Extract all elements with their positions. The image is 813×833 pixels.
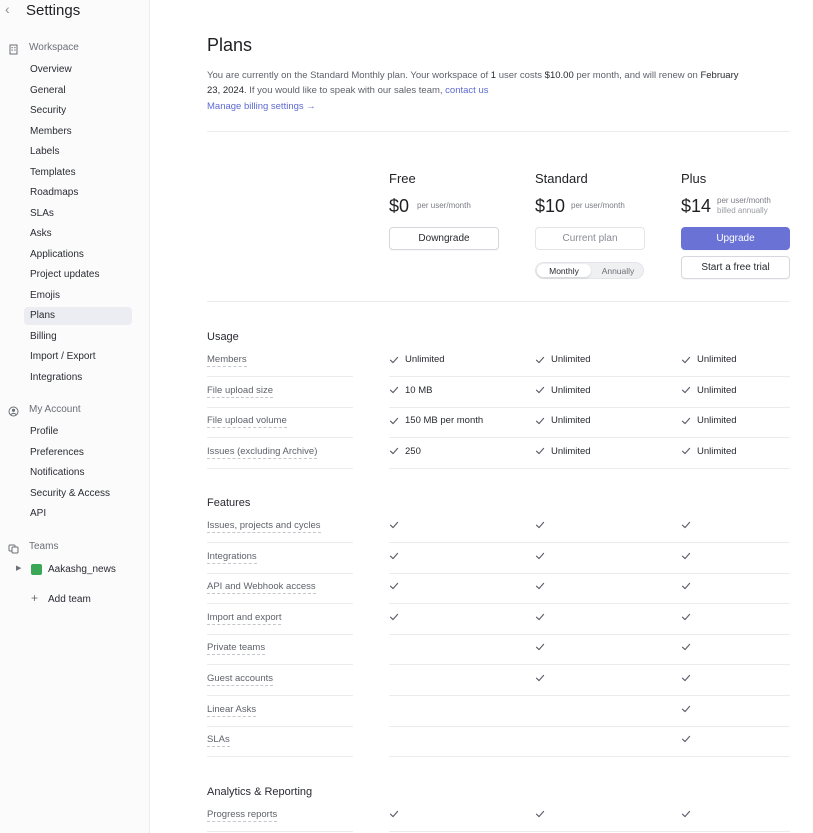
sidebar-item-roadmaps[interactable] [24, 184, 132, 202]
cell-plus [681, 809, 697, 819]
cell-plus [681, 673, 697, 683]
toggle-monthly[interactable]: Monthly [537, 264, 591, 277]
sidebar-item-label: Project updates [30, 269, 100, 280]
feature-label: File upload size [207, 384, 274, 396]
cell-value: Unlimited [551, 384, 591, 396]
sidebar-section-label: Workspace [29, 42, 79, 53]
cell-free [389, 581, 405, 591]
sidebar-item-notifications[interactable] [24, 464, 132, 482]
plan-free-unit: per user/month [417, 201, 471, 210]
checkmark-icon [535, 581, 545, 591]
cell-free [389, 520, 405, 530]
sidebar-item-label: Overview [30, 64, 72, 75]
plan-plus-unit [717, 196, 771, 216]
sidebar-item-security[interactable] [24, 102, 132, 120]
sidebar-section-teams [0, 539, 150, 557]
checkmark-icon [535, 446, 545, 456]
sidebar-item-label: API [30, 508, 47, 519]
add-team-button[interactable] [0, 591, 150, 609]
checkmark-icon [389, 520, 399, 530]
feature-label: Guest accounts [207, 673, 274, 684]
sidebar-item-labels[interactable] [24, 143, 132, 161]
feature-label: Linear Asks [207, 703, 257, 715]
sidebar-item-profile[interactable] [24, 423, 132, 441]
feature-label: Integrations [207, 550, 257, 562]
sidebar-item-label: Profile [30, 426, 59, 437]
table-row [207, 697, 790, 727]
checkmark-icon [681, 446, 691, 456]
sidebar-item-applications[interactable] [24, 246, 132, 264]
checkmark-icon [535, 551, 545, 561]
table-row [207, 544, 790, 574]
checkmark-icon [681, 642, 691, 652]
sidebar-item-label: General [30, 84, 66, 96]
checkmark-icon [681, 416, 691, 426]
sidebar-item-asks[interactable] [24, 225, 132, 243]
billing-period-toggle[interactable] [535, 262, 644, 279]
desc-text: You are currently on the [207, 70, 311, 81]
team-logo-icon [31, 564, 42, 575]
cell-value: 10 MB [405, 384, 433, 396]
divider [207, 301, 790, 302]
desc-text: plan. Your workspace of [384, 70, 491, 81]
table-row [207, 802, 790, 832]
desc-cost: $10.00 [544, 70, 574, 81]
plans-page [150, 0, 813, 833]
cell-value: Unlimited [697, 445, 737, 457]
plan-plus-billing-note: billed annually [717, 206, 768, 215]
plan-description [207, 68, 747, 98]
sidebar-item-integrations[interactable] [24, 369, 132, 387]
cell-value: 150 MB per month [405, 415, 484, 427]
sidebar-team-item[interactable] [0, 561, 150, 579]
table-row [207, 727, 790, 757]
sidebar-item-label: Emojis [30, 289, 61, 301]
sidebar-item-overview[interactable] [24, 61, 132, 79]
sidebar-item-label: SLAs [30, 207, 54, 219]
toggle-annually[interactable]: Annually [601, 265, 635, 276]
cell-value: Unlimited [551, 445, 591, 457]
cell-standard [535, 385, 591, 396]
table-row [207, 347, 790, 377]
upgrade-button[interactable]: Upgrade [681, 227, 790, 250]
sidebar-item-label: Members [30, 125, 72, 137]
cell-free [389, 809, 405, 819]
cell-free [389, 446, 421, 457]
row-divider [207, 468, 353, 469]
divider [207, 131, 790, 132]
feature-label: Import and export [207, 611, 282, 623]
sidebar-title: Settings [26, 2, 81, 19]
row-divider [389, 756, 535, 757]
feature-label: Issues, projects and cycles [207, 520, 321, 531]
checkmark-icon [681, 704, 691, 714]
checkmark-icon [535, 520, 545, 530]
caret-right-icon[interactable]: ▶ [16, 565, 22, 572]
desc-text: per month, and will renew on [573, 70, 701, 81]
plan-plus-unit-line: per user/month [717, 196, 771, 205]
checkmark-icon [389, 581, 399, 591]
desc-plan: Standard Monthly [310, 70, 385, 81]
plus-icon: + [31, 591, 39, 605]
desc-users: 1 [490, 70, 497, 81]
cell-value: 250 [405, 445, 421, 457]
feature-label: Issues (excluding Archive) [207, 445, 318, 457]
team-name: Aakashg_news [48, 564, 116, 575]
table-row [207, 513, 790, 543]
sidebar-item-import-export[interactable] [24, 348, 132, 366]
contact-us-link[interactable]: contact us [445, 85, 489, 96]
sidebar-item-label: Asks [30, 228, 52, 239]
cell-plus [681, 354, 737, 365]
plan-free-name: Free [389, 171, 416, 186]
cell-plus [681, 581, 697, 591]
checkmark-icon [681, 581, 691, 591]
feature-label: Progress reports [207, 809, 278, 820]
user-circle-icon [6, 404, 20, 418]
cell-standard [535, 673, 551, 683]
sidebar-item-label: Preferences [30, 446, 84, 458]
sidebar-section-workspace [0, 40, 150, 58]
desc-text: user costs [496, 70, 545, 81]
checkmark-icon [389, 551, 399, 561]
page-title: Plans [207, 35, 253, 55]
free-trial-button[interactable]: Start a free trial [681, 256, 790, 279]
cell-free [389, 354, 445, 365]
desc-date: February 23, 2024 [207, 70, 739, 96]
sidebar-item-label: Integrations [30, 371, 83, 383]
teams-icon [6, 541, 20, 555]
table-row [207, 666, 790, 696]
sidebar-item-label: Applications [30, 248, 84, 260]
sidebar-item-label: Roadmaps [30, 187, 79, 198]
plan-free-price: $0 [389, 196, 410, 216]
sidebar-section-account [0, 402, 150, 420]
sidebar-item-label: Security [30, 105, 67, 116]
cell-plus [681, 551, 697, 561]
section-title: Features [207, 497, 251, 509]
sidebar-item-label: Plans [30, 310, 56, 321]
checkmark-icon [389, 416, 399, 426]
cell-free [389, 415, 483, 426]
feature-label: API and Webhook access [207, 581, 316, 593]
row-divider [681, 831, 790, 832]
sidebar-item-label: Templates [30, 166, 76, 178]
feature-label: SLAs [207, 734, 230, 746]
checkmark-icon [681, 734, 691, 744]
sidebar-item-general[interactable] [24, 82, 132, 100]
table-row [207, 408, 790, 438]
settings-sidebar [0, 0, 150, 833]
cell-standard [535, 581, 551, 591]
checkmark-icon [535, 809, 545, 819]
sidebar-item-preferences[interactable] [24, 444, 132, 462]
checkmark-icon [681, 385, 691, 395]
feature-label: Private teams [207, 642, 266, 654]
row-divider [535, 756, 681, 757]
section-title: Usage [207, 331, 239, 343]
plan-standard-name: Standard [535, 171, 588, 186]
sidebar-item-templates[interactable] [24, 164, 132, 182]
cell-value: Unlimited [697, 354, 737, 365]
sidebar-section-label: My Account [29, 404, 81, 415]
section-title: Analytics & Reporting [207, 786, 313, 798]
row-divider [681, 756, 790, 757]
cell-plus [681, 734, 697, 744]
plan-standard-unit: per user/month [571, 201, 625, 210]
cell-standard [535, 642, 551, 652]
plan-plus-name: Plus [681, 171, 707, 186]
checkmark-icon [681, 612, 691, 622]
checkmark-icon [681, 355, 691, 365]
sidebar-item-label: Notifications [30, 467, 85, 478]
building-icon [6, 42, 20, 56]
checkmark-icon [681, 673, 691, 683]
feature-label: File upload volume [207, 415, 287, 427]
feature-label: Members [207, 354, 247, 365]
cell-value: Unlimited [697, 415, 737, 427]
sidebar-item-label: Billing [30, 330, 57, 342]
sidebar-item-project-updates[interactable] [24, 266, 132, 284]
sidebar-item-label: Security & Access [30, 487, 111, 499]
checkmark-icon [681, 809, 691, 819]
plan-standard-price: $10 [535, 196, 566, 216]
cell-standard [535, 520, 551, 530]
row-divider [389, 468, 535, 469]
row-divider [207, 831, 353, 832]
cell-value: Unlimited [405, 354, 445, 365]
checkmark-icon [681, 520, 691, 530]
cell-standard [535, 415, 591, 426]
cell-value: Unlimited [551, 354, 591, 365]
checkmark-icon [535, 612, 545, 622]
cell-standard [535, 612, 551, 622]
row-divider [207, 756, 353, 757]
sidebar-item-security-access[interactable] [24, 485, 132, 503]
sidebar-item-members[interactable] [24, 123, 132, 141]
sidebar-header [0, 0, 150, 22]
sidebar-item-label: Import / Export [30, 351, 96, 362]
sidebar-section-label: Teams [29, 541, 59, 552]
table-row [207, 574, 790, 604]
row-divider [681, 468, 790, 469]
cell-plus [681, 612, 697, 622]
checkmark-icon [535, 673, 545, 683]
checkmark-icon [535, 355, 545, 365]
row-divider [535, 468, 681, 469]
cell-value: Unlimited [697, 384, 737, 396]
checkmark-icon [681, 551, 691, 561]
desc-text: . If you would like to speak with our sales team, [243, 85, 446, 96]
row-divider [535, 831, 681, 832]
checkmark-icon [389, 446, 399, 456]
row-divider [389, 831, 535, 832]
current-plan-button: Current plan [535, 227, 645, 250]
sidebar-item-plans[interactable] [24, 307, 132, 325]
cell-value: Unlimited [551, 415, 591, 427]
downgrade-button[interactable]: Downgrade [389, 227, 499, 250]
checkmark-icon [389, 612, 399, 622]
sidebar-item-billing[interactable] [24, 328, 132, 346]
cell-standard [535, 354, 591, 365]
cell-free [389, 551, 405, 561]
cell-standard [535, 446, 591, 457]
table-row [207, 635, 790, 665]
cell-standard [535, 551, 551, 561]
sidebar-item-emojis[interactable] [24, 287, 132, 305]
add-team-label: Add team [48, 594, 91, 605]
table-row [207, 605, 790, 635]
checkmark-icon [535, 385, 545, 395]
cell-free [389, 612, 405, 622]
plan-plus-price: $14 [681, 196, 712, 216]
checkmark-icon [389, 385, 399, 395]
cell-plus [681, 446, 737, 457]
sidebar-item-api[interactable] [24, 505, 132, 523]
cell-plus [681, 520, 697, 530]
cell-plus [681, 385, 737, 396]
cell-plus [681, 415, 737, 426]
chevron-left-icon[interactable]: ‹ [5, 1, 10, 17]
manage-billing-link[interactable]: Manage billing settings → [207, 101, 316, 112]
checkmark-icon [389, 355, 399, 365]
checkmark-icon [535, 642, 545, 652]
cell-standard [535, 809, 551, 819]
table-row [207, 378, 790, 408]
checkmark-icon [535, 416, 545, 426]
cell-free [389, 385, 432, 396]
cell-plus [681, 704, 697, 714]
sidebar-item-label: Labels [30, 146, 60, 157]
cell-plus [681, 642, 697, 652]
sidebar-item-slas[interactable] [24, 205, 132, 223]
checkmark-icon [389, 809, 399, 819]
table-row [207, 439, 790, 469]
